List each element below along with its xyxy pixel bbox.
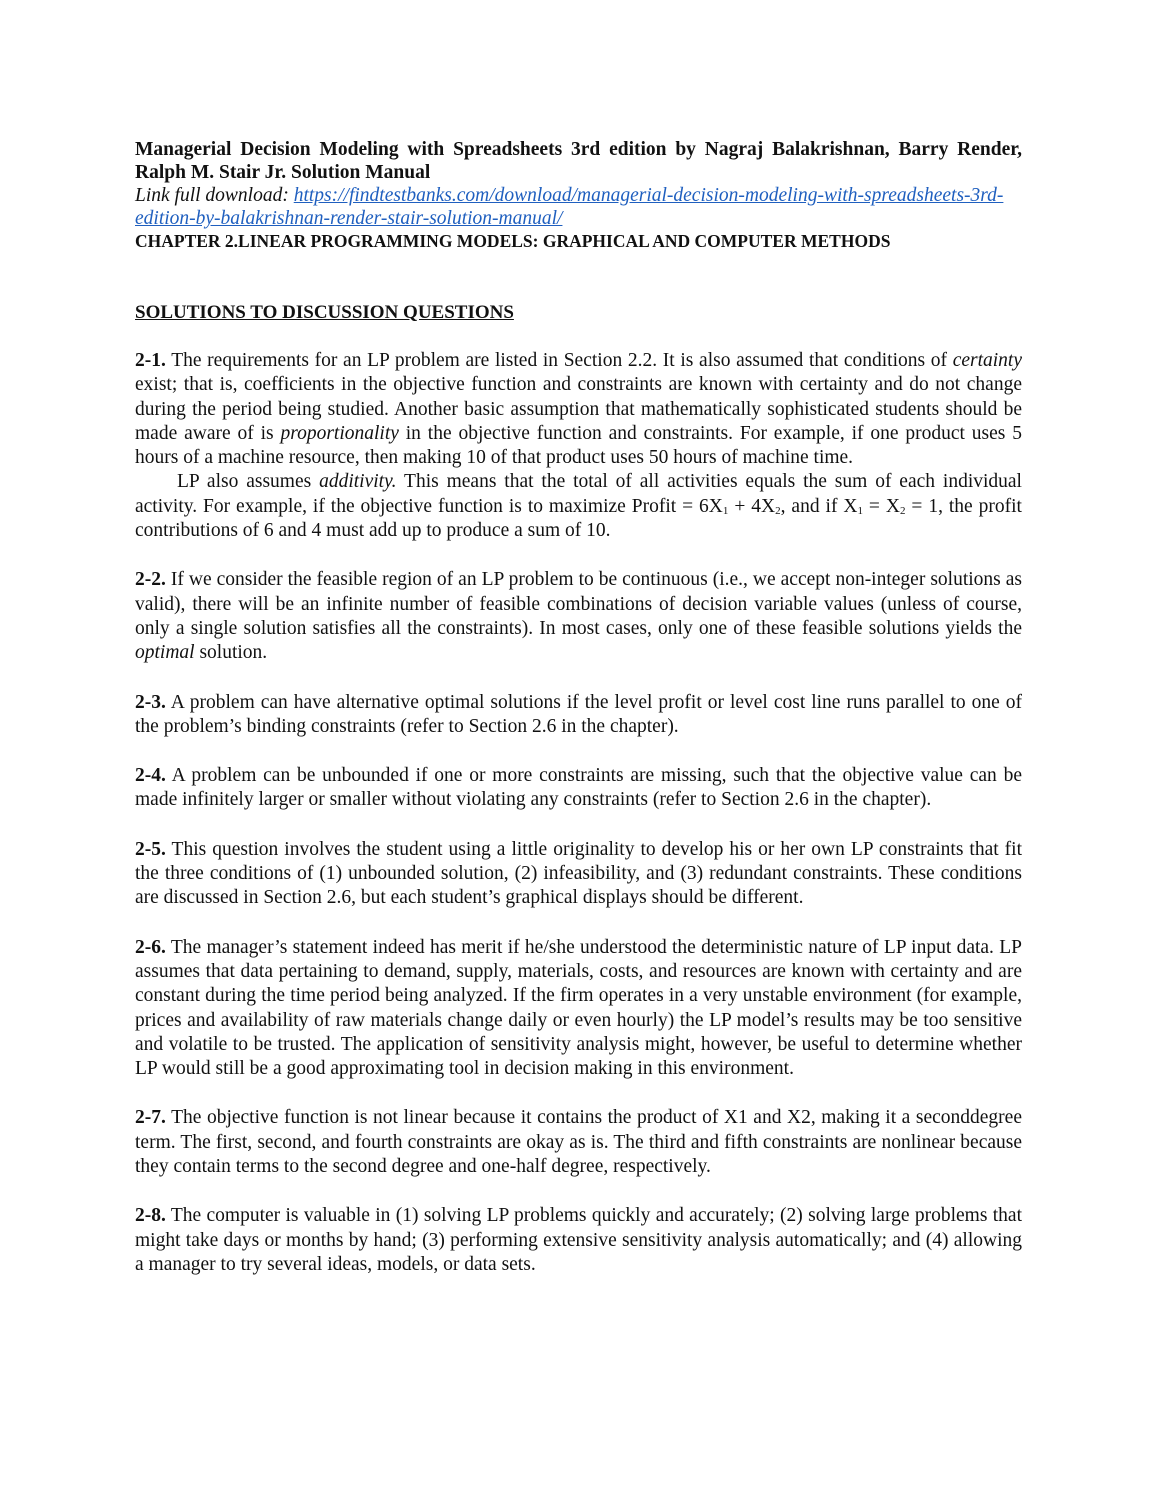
answer-2-8: [135, 1204, 1022, 1277]
chapter-heading: CHAPTER 2.LINEAR PROGRAMMING MODELS: GRAPHICAL AND COMPUTER METHODS: [135, 231, 891, 251]
answer-2-1: [135, 349, 1022, 470]
question-number: 2-6.: [135, 936, 166, 958]
answer-text: A problem can be unbounded if one or more constraints are missing, such that the objective value can be made infinitely larger or smaller without violating any constraints (refer to Section 2.6 in the chapter).: [135, 765, 1022, 811]
document-page: [135, 138, 1022, 1277]
answer-text: = 1, the profit contributions of 6 and 4 must add up to produce a sum of 10.: [135, 495, 1022, 542]
question-number: 2-2.: [135, 569, 166, 591]
answer-text: The requirements for an LP problem are listed in Section 2.2. It is also assumed that conditions of: [165, 350, 953, 371]
answer-text: A problem can have alternative optimal solutions if the level profit or level cost line runs parallel to one of the problem’s binding constraints (refer to Section 2.6 in the chapter).: [135, 691, 1022, 737]
question-number: 2-1.: [135, 350, 166, 371]
answer-2-6: [135, 936, 1022, 1082]
answer-2-5: [135, 838, 1022, 911]
question-number: 2-8.: [135, 1205, 166, 1227]
emphasis-text: proportionality: [280, 422, 399, 444]
download-link[interactable]: https://findtestbanks.com/download/managerial-decision-modeling-with-spreadsheets-3rd-edition-by-balakrishnan-render-stair-solution-manual/: [135, 185, 1004, 229]
answer-text: The manager’s statement indeed has merit if he/she understood the deterministic nature of LP input data. LP assumes that data pertaining to demand, supply, materials, costs, and resources are known with certainty and are constant during the time period being analyzed. If the firm operates in a very unstable environment (for example, prices and availability of raw materials change daily or even hourly) the LP model’s results may be too sensitive and volatile to be trusted. The application of sensitivity analysis might, however, be useful to determine whether LP would still be a good approximating tool in decision making in this environment.: [135, 936, 1022, 1080]
answer-2-1-additivity: [135, 470, 1022, 543]
answer-2-7: [135, 1106, 1022, 1179]
subscript: 2: [899, 504, 906, 517]
answer-text: The objective function is not linear because it contains the product of X1 and X2, making it a seconddegree term. The first, second, and fourth constraints are okay as is. The third and fifth constraints are nonlinear because they contain terms to the second degree and one-half degree, respectively.: [135, 1107, 1022, 1178]
emphasis-text: additivity.: [319, 471, 397, 493]
emphasis-text: optimal: [135, 642, 195, 664]
answer-2-3: [135, 691, 1022, 740]
subscript: 2: [775, 504, 781, 517]
question-number: 2-7.: [135, 1107, 166, 1129]
answer-2-2: [135, 568, 1022, 665]
question-number: 2-4.: [135, 765, 166, 787]
download-link-label: Link full download:: [135, 185, 294, 206]
emphasis-text: certainty: [952, 350, 1022, 371]
answer-text: in the objective function and constraints. For example, if one product uses 5 hours of a machine resource, then making 10 of that product uses 50 hours of machine time.: [135, 422, 1022, 469]
answer-text: If we consider the feasible region of an LP problem to be continuous (i.e., we accept non-integer solutions as valid), there will be an infinite number of feasible combinations of decision variable values (unless of course, only a single solution satisfies all the constraints). In most cases, only one of these feasible solutions yields the: [135, 569, 1022, 639]
question-number: 2-5.: [135, 838, 166, 860]
document-title: Managerial Decision Modeling with Spreadsheets 3rd edition by Nagraj Balakrishnan, Barry Render, Ralph M. Stair Jr. Solution Manual: [135, 139, 1022, 183]
question-number: 2-3.: [135, 691, 166, 713]
answer-text: solution.: [194, 642, 268, 664]
subscript: 1: [722, 504, 729, 517]
subscript: 1: [857, 504, 863, 517]
answer-text: exist; that is, coefficients in the objective function and constraints are known with certainty and do not change during the period being studied. Another basic assumption that mathematically sophisticated students should be made aware of is: [135, 374, 1022, 444]
download-link-line: [135, 184, 1022, 230]
answer-text: , and if X: [780, 495, 858, 517]
answer-text: + 4X: [728, 495, 776, 517]
answer-text: = X: [862, 495, 900, 517]
answer-text: LP also assumes: [177, 471, 320, 493]
answer-2-4: [135, 764, 1022, 813]
section-heading: SOLUTIONS TO DISCUSSION QUESTIONS: [135, 302, 514, 323]
answer-text: This means that the total of all activities equals the sum of each individual activity. For example, if the objective function is to maximize Profit = 6X: [135, 471, 1022, 517]
answer-text: This question involves the student using a little originality to develop his or her own LP constraints that fit the three conditions of (1) unbounded solution, (2) infeasibility, and (3) redundant constraints. These conditions are discussed in Section 2.6, but each student’s graphical displays should be different.: [135, 838, 1022, 909]
answer-text: The computer is valuable in (1) solving LP problems quickly and accurately; (2) solving large problems that might take days or months by hand; (3) performing extensive sensitivity analysis automatically; and (4) allowing a manager to try several ideas, models, or data sets.: [135, 1205, 1022, 1275]
